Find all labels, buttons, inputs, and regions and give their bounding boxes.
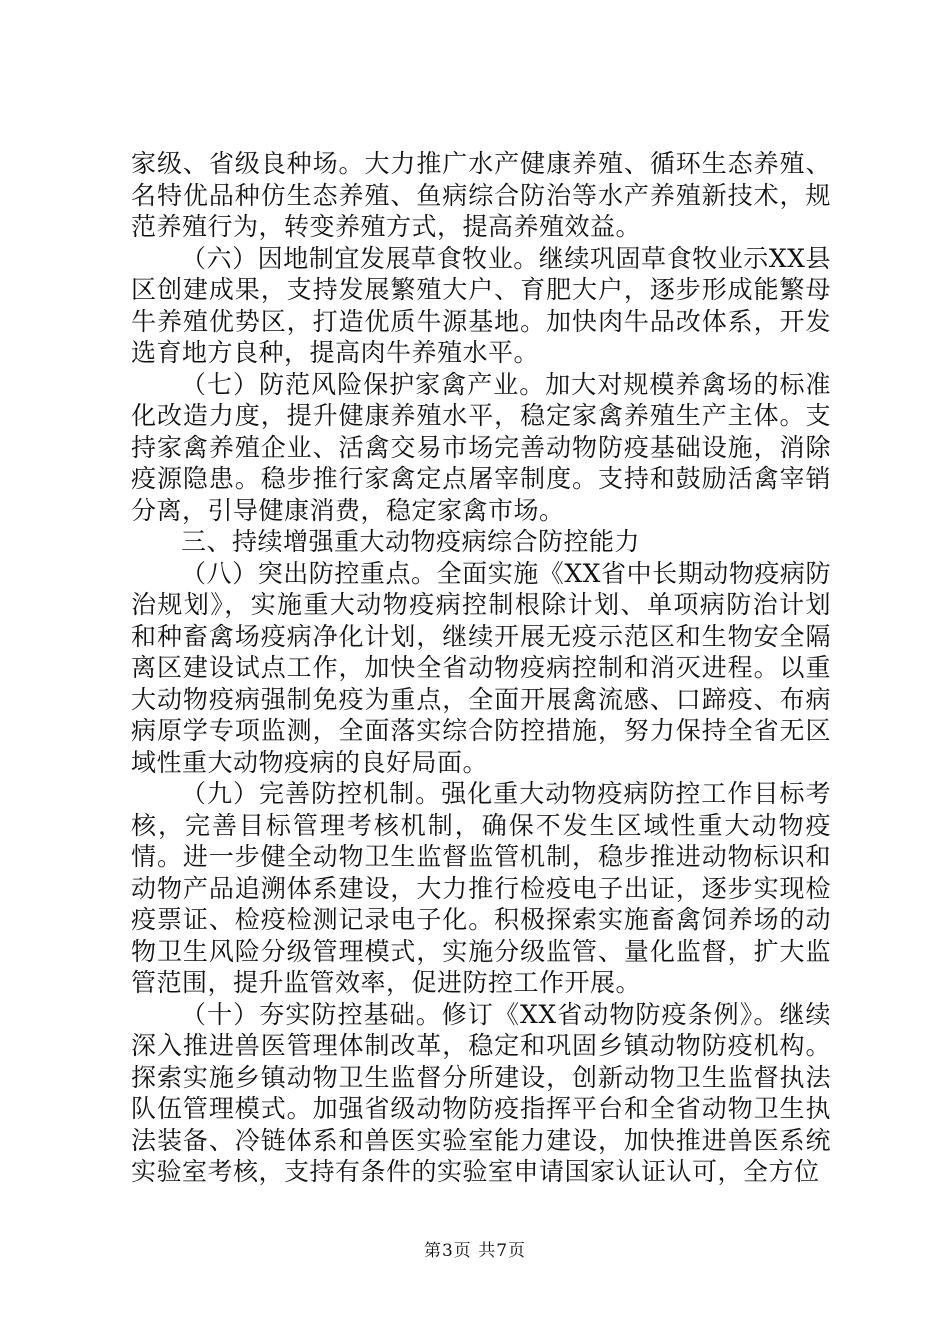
section-heading-3: 三、持续增强重大动物疫病综合防控能力 — [181, 527, 641, 556]
paragraph-section-10: （十）夯实防控基础。修订《XX省动物防疫条例》。继续深入推进兽医管理体制改革，稳定和巩固乡镇动物防疫机构。探索实施乡镇动物卫生监督分所建设，创新动物卫生监督执法队伍管理模式。加强省级动物防疫指挥平台和全省动物卫生执法装备、冷链体系和兽医实验室能力建设，加快推进兽医系统实验室考核，支持有条件的实验室申请国家认证认可，全方位 — [131, 999, 831, 1186]
paragraph-section-8: （八）突出防控重点。全面实施《XX省中长期动物疫病防治规划》，实施重大动物疫病控制根除计划、单项病防治计划和种畜禽场疫病净化计划，继续开展无疫示范区和生物安全隔离区建设试点工作，加快全省动物疫病控制和消灭进程。以重大动物疫病强制免疫为重点，全面开展禽流感、口蹄疫、布病病原学专项监测，全面落实综合防控措施，努力保持全省无区域性重大动物疫病的良好局面。 — [131, 558, 831, 777]
paragraph-section-6: （六）因地制宜发展草食牧业。继续巩固草食牧业示XX县区创建成果，支持发展繁殖大户、育肥大户，逐步形成能繁母牛养殖优势区，打造优质牛源基地。加快肉牛品改体系，开发选育地方良种，提高肉牛养殖水平。 — [131, 243, 831, 367]
paragraph-continuation: 家级、省级良种场。大力推广水产健康养殖、循环生态养殖、名特优品种仿生态养殖、鱼病综合防治等水产养殖新技术，规范养殖行为，转变养殖方式，提高养殖效益。 — [131, 149, 831, 241]
document-body — [131, 148, 831, 1188]
page-number-footer: 第3页 共7页 — [423, 1241, 527, 1261]
paragraph-section-7: （七）防范风险保护家禽产业。加大对规模养禽场的标准化改造力度，提升健康养殖水平，稳定家禽养殖生产主体。支持家禽养殖企业、活禽交易市场完善动物防疫基础设施，消除疫源隐患。稳步推行家禽定点屠宰制度。支持和鼓励活禽宰销分离，引导健康消费，稳定家禽市场。 — [131, 369, 831, 525]
paragraph-section-9: （九）完善防控机制。强化重大动物疫病防控工作目标考核，完善目标管理考核机制，确保不发生区域性重大动物疫情。进一步健全动物卫生监督监管机制，稳步推进动物标识和动物产品追溯体系建设，大力推行检疫电子出证，逐步实现检疫票证、检疫检测记录电子化。积极探索实施畜禽饲养场的动物卫生风险分级管理模式，实施分级监管、量化监督，扩大监管范围，提升监管效率，促进防控工作开展。 — [131, 779, 831, 997]
